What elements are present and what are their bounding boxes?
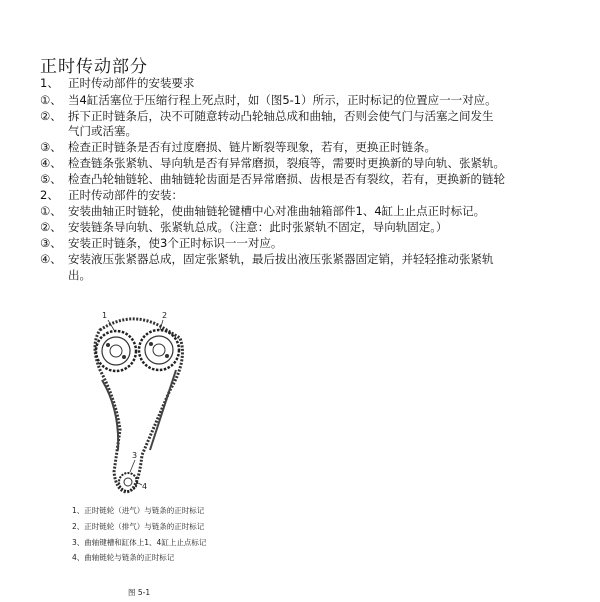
item-number: ④、 <box>40 252 62 266</box>
tensioner-rail <box>102 380 118 450</box>
list-item <box>40 220 448 234</box>
item-number: ③、 <box>40 140 62 154</box>
list-item <box>40 204 485 218</box>
list-item <box>40 93 497 107</box>
item-number: ②、 <box>40 109 62 123</box>
item-number: ④、 <box>40 156 62 170</box>
intake-cam-sprocket <box>96 331 136 371</box>
list-item <box>40 172 505 186</box>
item-text: 检查链条张紧轨、导向轨是否有异常磨损，裂痕等，需要时更换新的导向轨、张紧轨。 <box>68 156 505 170</box>
figure-legend-item: 4、曲轴链轮与链条的正时标记 <box>72 553 175 562</box>
item-text: 安装链条导向轨、张紧轨总成。（注意：此时张紧轨不固定，导向轨固定。） <box>68 220 448 234</box>
item-text: 检查正时链条是否有过度磨损、链片断裂等现象，若有，更换正时链条。 <box>68 140 436 154</box>
figure-label-2: 2 <box>162 311 168 320</box>
item-text: 安装正时链条，使3个正时标识一一对应。 <box>68 236 283 250</box>
item-text: 安装液压张紧器总成，固定张紧轨，最后拔出液压张紧器固定销，并轻轻推动张紧轨 <box>68 252 494 266</box>
item-text: 拆下正时链条后，决不可随意转动凸轮轴总成和曲轴，否则会使气门与活塞之间发生 <box>68 109 494 123</box>
section-heading-text: 正时传动部件的安装： <box>68 188 183 202</box>
section-number: 1、 <box>40 76 59 90</box>
figure-legend-item: 3、曲轴键槽和缸体上1、4缸上止点标记 <box>72 538 207 547</box>
item-text: 当4缸活塞位于压缩行程上死点时，如（图5-1）所示，正时标记的位置应一一对应。 <box>68 93 497 107</box>
section-number: 2、 <box>40 188 59 202</box>
list-item <box>40 156 505 170</box>
section-1-heading <box>40 76 195 90</box>
section-heading-text: 正时传动部件的安装要求 <box>68 76 195 90</box>
item-number: ①、 <box>40 204 62 218</box>
figure-label-4: 4 <box>142 482 148 491</box>
page-title: 正时传动部分 <box>40 57 148 77</box>
item-continuation: 气门或活塞。 <box>68 124 137 138</box>
crank-sprocket <box>119 473 137 491</box>
figure-legend-item: 1、正时链轮（进气）与链条的正时标记 <box>72 506 205 515</box>
item-continuation: 出。 <box>68 268 91 282</box>
item-text: 检查凸轮轴链轮、曲轴链轮齿面是否异常磨损、齿根是否有裂纹，若有，更换新的链轮 <box>68 172 505 186</box>
item-number: ①、 <box>40 93 62 107</box>
item-text: 安装曲轴正时链轮，使曲轴链轮键槽中心对准曲轴箱部件1、4缸上止点正时标记。 <box>68 204 486 218</box>
guide-rail <box>150 370 176 450</box>
figure-label-3: 3 <box>132 451 138 460</box>
section-2-heading <box>40 188 183 202</box>
item-number: ③、 <box>40 236 62 250</box>
exhaust-cam-sprocket <box>139 330 179 370</box>
figure-label-1: 1 <box>102 311 108 320</box>
list-item <box>40 236 282 250</box>
list-item <box>40 252 494 266</box>
list-item <box>40 109 494 123</box>
item-number: ⑤、 <box>40 172 62 186</box>
item-number: ②、 <box>40 220 62 234</box>
timing-chain-diagram <box>80 300 280 500</box>
figure-legend-item: 2、正时链轮（排气）与链条的正时标记 <box>72 522 205 531</box>
list-item <box>40 140 436 154</box>
figure-caption: 图 5-1 <box>128 588 151 597</box>
